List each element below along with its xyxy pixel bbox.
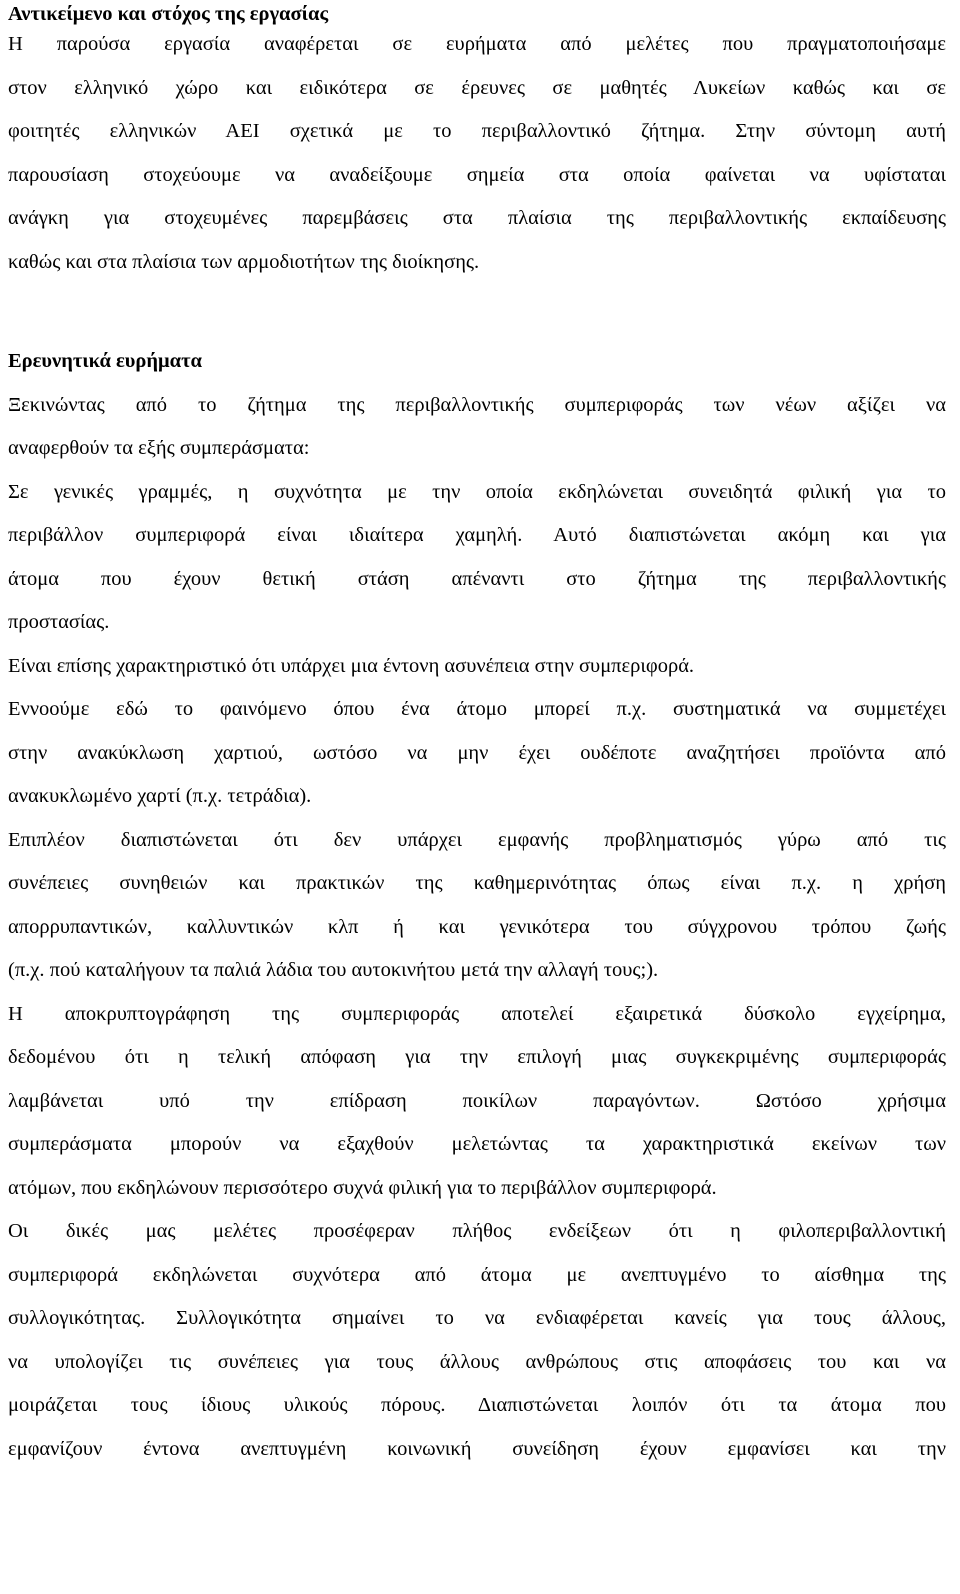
paragraph-line: περιβάλλον συμπεριφορά είναι ιδιαίτερα χαμηλή. Αυτό διαπιστώνεται ακόμη και για (8, 524, 946, 546)
paragraph-line: Η παρούσα εργασία αναφέρεται σε ευρήματα από μελέτες που πραγματοποιήσαμε (8, 33, 946, 55)
paragraph-line: αναφερθούν τα εξής συμπεράσματα: (8, 437, 310, 459)
paragraph-line: ανακυκλωμένο χαρτί (π.χ. τετράδια). (8, 785, 312, 807)
section-heading-findings: Ερευνητικά ευρήματα (8, 350, 202, 372)
paragraph-line: (π.χ. πού καταλήγουν τα παλιά λάδια του αυτοκινήτου μετά την αλλαγή τους;). (8, 959, 659, 981)
paragraph-line: μοιράζεται τους ίδιους υλικούς πόρους. Διαπιστώνεται λοιπόν ότι τα άτομα που (8, 1394, 946, 1416)
paragraph-line: παρουσίαση στοχεύουμε να αναδείξουμε σημεία στα οποία φαίνεται να υφίσταται (8, 163, 946, 186)
paragraph-line: Είναι επίσης χαρακτηριστικό ότι υπάρχει μια έντονη ασυνέπεια στην συμπεριφορά. (8, 654, 695, 677)
paragraph-line: συμπεράσματα μπορούν να εξαχθούν μελετώντας τα χαρακτηριστικά εκείνων των (8, 1133, 946, 1155)
paragraph-line: Ξεκινώντας από το ζήτημα της περιβαλλοντικής συμπεριφοράς των νέων αξίζει να (8, 393, 946, 416)
paragraph-objective (8, 30, 946, 291)
paragraph-line: εμφανίζουν έντονα ανεπτυγμένη κοινωνική συνείδηση έχουν εμφανίσει και την (8, 1437, 946, 1460)
paragraph-line: ατόμων, που εκδηλώνουν περισσότερο συχνά φιλική για το περιβάλλον συμπεριφορά. (8, 1176, 717, 1199)
paragraph-line: συνέπειες συνηθειών και πρακτικών της καθημερινότητας όπως είναι π.χ. η χρήση (8, 872, 946, 894)
paragraph-line: συλλογικότητας. Συλλογικότητα σημαίνει το να ενδιαφέρεται κανείς για τους άλλους, (8, 1307, 946, 1329)
paragraph-line: προστασίας. (8, 611, 110, 633)
paragraph-line: ανάγκη για στοχευμένες παρεμβάσεις στα πλαίσια της περιβαλλοντικής εκπαίδευσης (8, 207, 946, 229)
paragraph-line: στην ανακύκλωση χαρτιού, ωστόσο να μην έχει ουδέποτε αναζητήσει προϊόντα από (8, 741, 946, 764)
paragraph-findings (8, 391, 946, 1479)
paragraph-line: φοιτητές ελληνικών ΑΕΙ σχετικά με το περιβαλλοντικό ζήτημα. Στην σύντομη αυτή (8, 120, 946, 142)
paragraph-line: Η αποκρυπτογράφηση της συμπεριφοράς αποτελεί εξαιρετικά δύσκολο εγχείρημα, (8, 1002, 946, 1025)
paragraph-line: στον ελληνικό χώρο και ειδικότερα σε έρευνες σε μαθητές Λυκείων καθώς και σε (8, 76, 946, 99)
paragraph-line: Οι δικές μας μελέτες προσέφεραν πλήθος ενδείξεων ότι η φιλοπεριβαλλοντική (8, 1220, 946, 1242)
paragraph-line: απορρυπαντικών, καλλυντικών κλπ ή και γενικότερα του σύγχρονου τρόπου ζωής (8, 915, 946, 938)
paragraph-line: δεδομένου ότι η τελική απόφαση για την επιλογή μιας συγκεκριμένης συμπεριφοράς (8, 1046, 946, 1068)
section-heading-objective: Αντικείμενο και στόχος της εργασίας (8, 3, 329, 25)
paragraph-line: άτομα που έχουν θετική στάση απέναντι στο ζήτημα της περιβαλλοντικής (8, 567, 946, 590)
paragraph-line: καθώς και στα πλαίσια των αρμοδιοτήτων της διοίκησης. (8, 250, 480, 273)
paragraph-line: Σε γενικές γραμμές, η συχνότητα με την οποία εκδηλώνεται συνειδητά φιλική για το (8, 480, 946, 503)
section-gap (8, 291, 946, 347)
paragraph-line: Επιπλέον διαπιστώνεται ότι δεν υπάρχει εμφανής προβληματισμός γύρω από τις (8, 828, 946, 851)
paragraph-line: λαμβάνεται υπό την επίδραση ποικίλων παραγόντων. Ωστόσο χρήσιμα (8, 1089, 946, 1112)
paragraph-line: να υπολογίζει τις συνέπειες για τους άλλους ανθρώπους στις αποφάσεις του και να (8, 1350, 946, 1373)
paragraph-line: συμπεριφορά εκδηλώνεται συχνότερα από άτομα με ανεπτυγμένο το αίσθημα της (8, 1263, 946, 1286)
paragraph-line: Εννοούμε εδώ το φαινόμενο όπου ένα άτομο μπορεί π.χ. συστηματικά να συμμετέχει (8, 698, 946, 720)
